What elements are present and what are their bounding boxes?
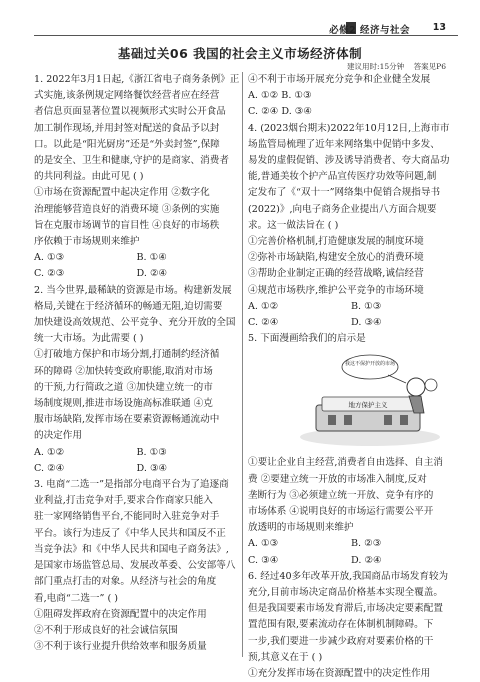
q2-line: 场制度规则,推进市场设施高标准联通 ④克 <box>34 398 213 410</box>
q1-line: 者信息页面显著位置以视频形式实时公开食品 <box>34 106 226 118</box>
q4-options <box>248 315 454 331</box>
q3-line: 业利益,打击竞争对手,要求合作商家只能入 <box>34 495 213 507</box>
page-number: 13 <box>432 22 446 33</box>
q4-line: 能,普通美妆个护产品宣传医疗功效等问题,制 <box>248 171 437 183</box>
option-c[interactable]: C. ③④ <box>248 554 279 566</box>
answer-ref: 答案见P6 <box>413 62 446 71</box>
q2-line: 统一大市场。为此需要 ( ) <box>34 333 144 345</box>
option-d[interactable]: D. ②④ <box>136 268 168 280</box>
q6-line: 6. 经过40多年改革开放,我国商品市场发育较为 <box>248 570 449 582</box>
question-4 <box>248 121 454 332</box>
q2-line: 2. 当今世界,最稀缺的资源是市场。构建新发展 <box>34 284 232 296</box>
cartoon-illustration <box>298 351 458 451</box>
q6-line: 但是我国要素市场发育滞后,市场决定要素配置 <box>248 603 443 615</box>
q4-line: 4. (2023烟台期末)2022年10月12日,上海市市 <box>248 122 450 134</box>
q3-line: ①阻碍发挥政府在资源配置中的决定作用 <box>34 608 207 620</box>
q1-line: 的共同利益。由此可见 ( ) <box>34 171 144 183</box>
q2-line: 的干预,力行简政之道 ③加快建立统一的市 <box>34 381 213 393</box>
q2-line: ①打破地方保护和市场分割,打通制约经济循 <box>34 349 220 361</box>
option-a[interactable]: A. ①② <box>248 300 279 312</box>
q1-line: 治理能够营造良好的消费环境 ③条例的实施 <box>34 203 220 215</box>
q4-line: ④规范市场秩序,维护公平竞争的市场环境 <box>248 284 424 296</box>
q2-line: 服市场缺陷,发挥市场在要素资源畅通流动中 <box>34 414 220 426</box>
q5-line: 垄断行为 ③必须建立统一开放、竞争有序的 <box>248 489 434 501</box>
option-b[interactable]: B. ②③ <box>351 538 382 550</box>
q3-line: ③不利于该行业提升供给效率和服务质量 <box>34 641 207 653</box>
q3-line: 3. 电商“二选一”是指部分电商平台为了追逐商 <box>34 479 229 491</box>
question-1 <box>34 72 239 283</box>
page-title: 基础过关06 我国的社会主义市场经济体制 <box>117 46 363 61</box>
q6-line: 一步,我们要进一步减少政府对要素价格的干 <box>248 635 434 647</box>
q5-options <box>248 536 454 552</box>
q1-line: 加工制作现场,并用封签对配送的食品予以封 <box>34 122 220 134</box>
option-c[interactable]: C. ②④ <box>34 462 65 474</box>
q6-line: 充分,目前市场决定商品价格基本实现全覆盖。 <box>248 587 443 599</box>
option-a[interactable]: A. ①② <box>34 446 65 458</box>
q2-line: 加快建设高效规范、公平竞争、充分开放的全国 <box>34 317 236 329</box>
q4-line: (2022)》,向电子商务企业提出八方面合规要 <box>248 203 437 215</box>
q2-options <box>34 445 239 461</box>
q3-line: 部门重点打击的对象。从经济与社会的角度 <box>34 576 217 588</box>
option-b[interactable]: B. ①④ <box>136 252 167 264</box>
question-3-continued <box>248 72 454 121</box>
q1-line: ①市场在资源配置中起决定作用 ②数字化 <box>34 187 210 199</box>
option-a[interactable]: A. ①③ <box>34 252 65 264</box>
cartoon-bubble: 我这不保护开放的市场 <box>344 361 396 368</box>
q3-line: 当竞争法》和《中华人民共和国电子商务法》, <box>34 543 229 555</box>
cartoon-banner: 地方保护主义 <box>348 401 388 410</box>
q1-line: 1. 2022年3月1日起,《浙江省电子商务条例》正 <box>34 74 240 85</box>
q2-line: 格局,关键在于经济循环的畅通无阻,迫切需要 <box>34 300 223 312</box>
q3-options[interactable]: C. ②④ D. ③④ <box>248 106 312 118</box>
q1-line: 口。以此是“阳光厨房”还是“外卖封签”,保障 <box>34 138 220 150</box>
q4-line: ③帮助企业制定正确的经营战略,诚信经营 <box>248 268 424 280</box>
q1-options <box>34 250 239 266</box>
question-6 <box>248 569 454 682</box>
q4-line: 求。这一做法旨在 ( ) <box>248 219 339 231</box>
q5-line: 市场体系 ④说明良好的市场运行需要公平开 <box>248 506 434 518</box>
q3-line: 驻一家网络销售平台,不能同时入驻竞争对手 <box>34 511 220 523</box>
column-divider <box>242 72 243 657</box>
q4-line: 场监管局梳理了近年来网络集中促销中多发、 <box>248 138 440 150</box>
q3-line: 平台。该行为违反了《中华人民共和国反不正 <box>34 527 226 539</box>
option-c[interactable]: C. ②④ <box>248 317 279 329</box>
q3-line: 是国家市场监管总局、发展改革委、公安部等八 <box>34 560 236 572</box>
meta-info <box>347 61 446 72</box>
q3-line: ②不利于形成良好的社会诚信氛围 <box>34 624 178 636</box>
q3-options[interactable]: A. ①② B. ①③ <box>248 90 312 102</box>
q4-options <box>248 299 454 315</box>
q1-line: 旨在克服市场调节的盲目性 ④良好的市场秩 <box>34 219 220 231</box>
q4-line: 易发的虚假促销、涉及诱导消费者、夸大商品功 <box>248 155 450 167</box>
option-a[interactable]: A. ①③ <box>248 538 279 550</box>
option-c[interactable]: C. ②③ <box>34 268 65 280</box>
option-d[interactable]: D. ②④ <box>351 554 382 566</box>
q5-title: 5. 下面漫画给我们的启示是 <box>248 333 366 345</box>
right-column <box>248 72 454 682</box>
question-5 <box>248 331 454 569</box>
q2-line: 的决定作用 <box>34 430 82 442</box>
q6-line: ①充分发挥市场在资源配置中的决定性作用 <box>248 668 431 680</box>
header-book-title: 必修2 经济与社会 <box>329 25 410 36</box>
q1-line: 序依赖于市场规则来维护 <box>34 236 140 248</box>
q3-line: 看,电商“二选一” ( ) <box>34 592 119 604</box>
q4-line: 定发布了《“双十一”网络集中促销合规指导书 <box>248 187 441 199</box>
q4-line: ①完善价格机制,打造健康发展的制度环境 <box>248 236 424 248</box>
option-b[interactable]: B. ①③ <box>136 446 167 458</box>
q2-options <box>34 461 239 477</box>
q6-line: 预,其意义在于 ( ) <box>248 651 323 663</box>
option-d[interactable]: D. ③④ <box>136 462 168 474</box>
left-column <box>34 72 239 655</box>
q2-line: 环的障碍 ②加快转变政府职能,取消对市场 <box>34 365 213 377</box>
option-d[interactable]: D. ③④ <box>351 317 382 329</box>
q1-line: 的是安全、卫生和健康,守护的是商家、消费者 <box>34 155 229 167</box>
suggested-time: 建议用时:15分钟 <box>347 62 405 71</box>
option-b[interactable]: B. ①③ <box>351 300 382 312</box>
q5-line: 费 ②要建立统一开放的市场准入制度,反对 <box>248 473 427 485</box>
q5-line: 放透明的市场规则来维护 <box>248 522 354 534</box>
q5-line: ①要让企业自主经营,消费者自由选择、自主消 <box>248 457 443 469</box>
q1-options <box>34 266 239 282</box>
q6-line: 置范围有限,要素流动存在体制机制障碍。下 <box>248 619 434 631</box>
q1-line: 式实施,该条例规定网络餐饮经营者应在经营 <box>34 90 220 102</box>
cartoon-image <box>298 351 458 451</box>
question-3 <box>34 477 239 655</box>
q4-line: ②弥补市场缺陷,构建安全放心的消费环境 <box>248 252 424 264</box>
q3-line: ④不利于市场开展充分竞争和企业健全发展 <box>248 74 431 85</box>
question-2 <box>34 283 239 477</box>
q5-options <box>248 553 454 569</box>
